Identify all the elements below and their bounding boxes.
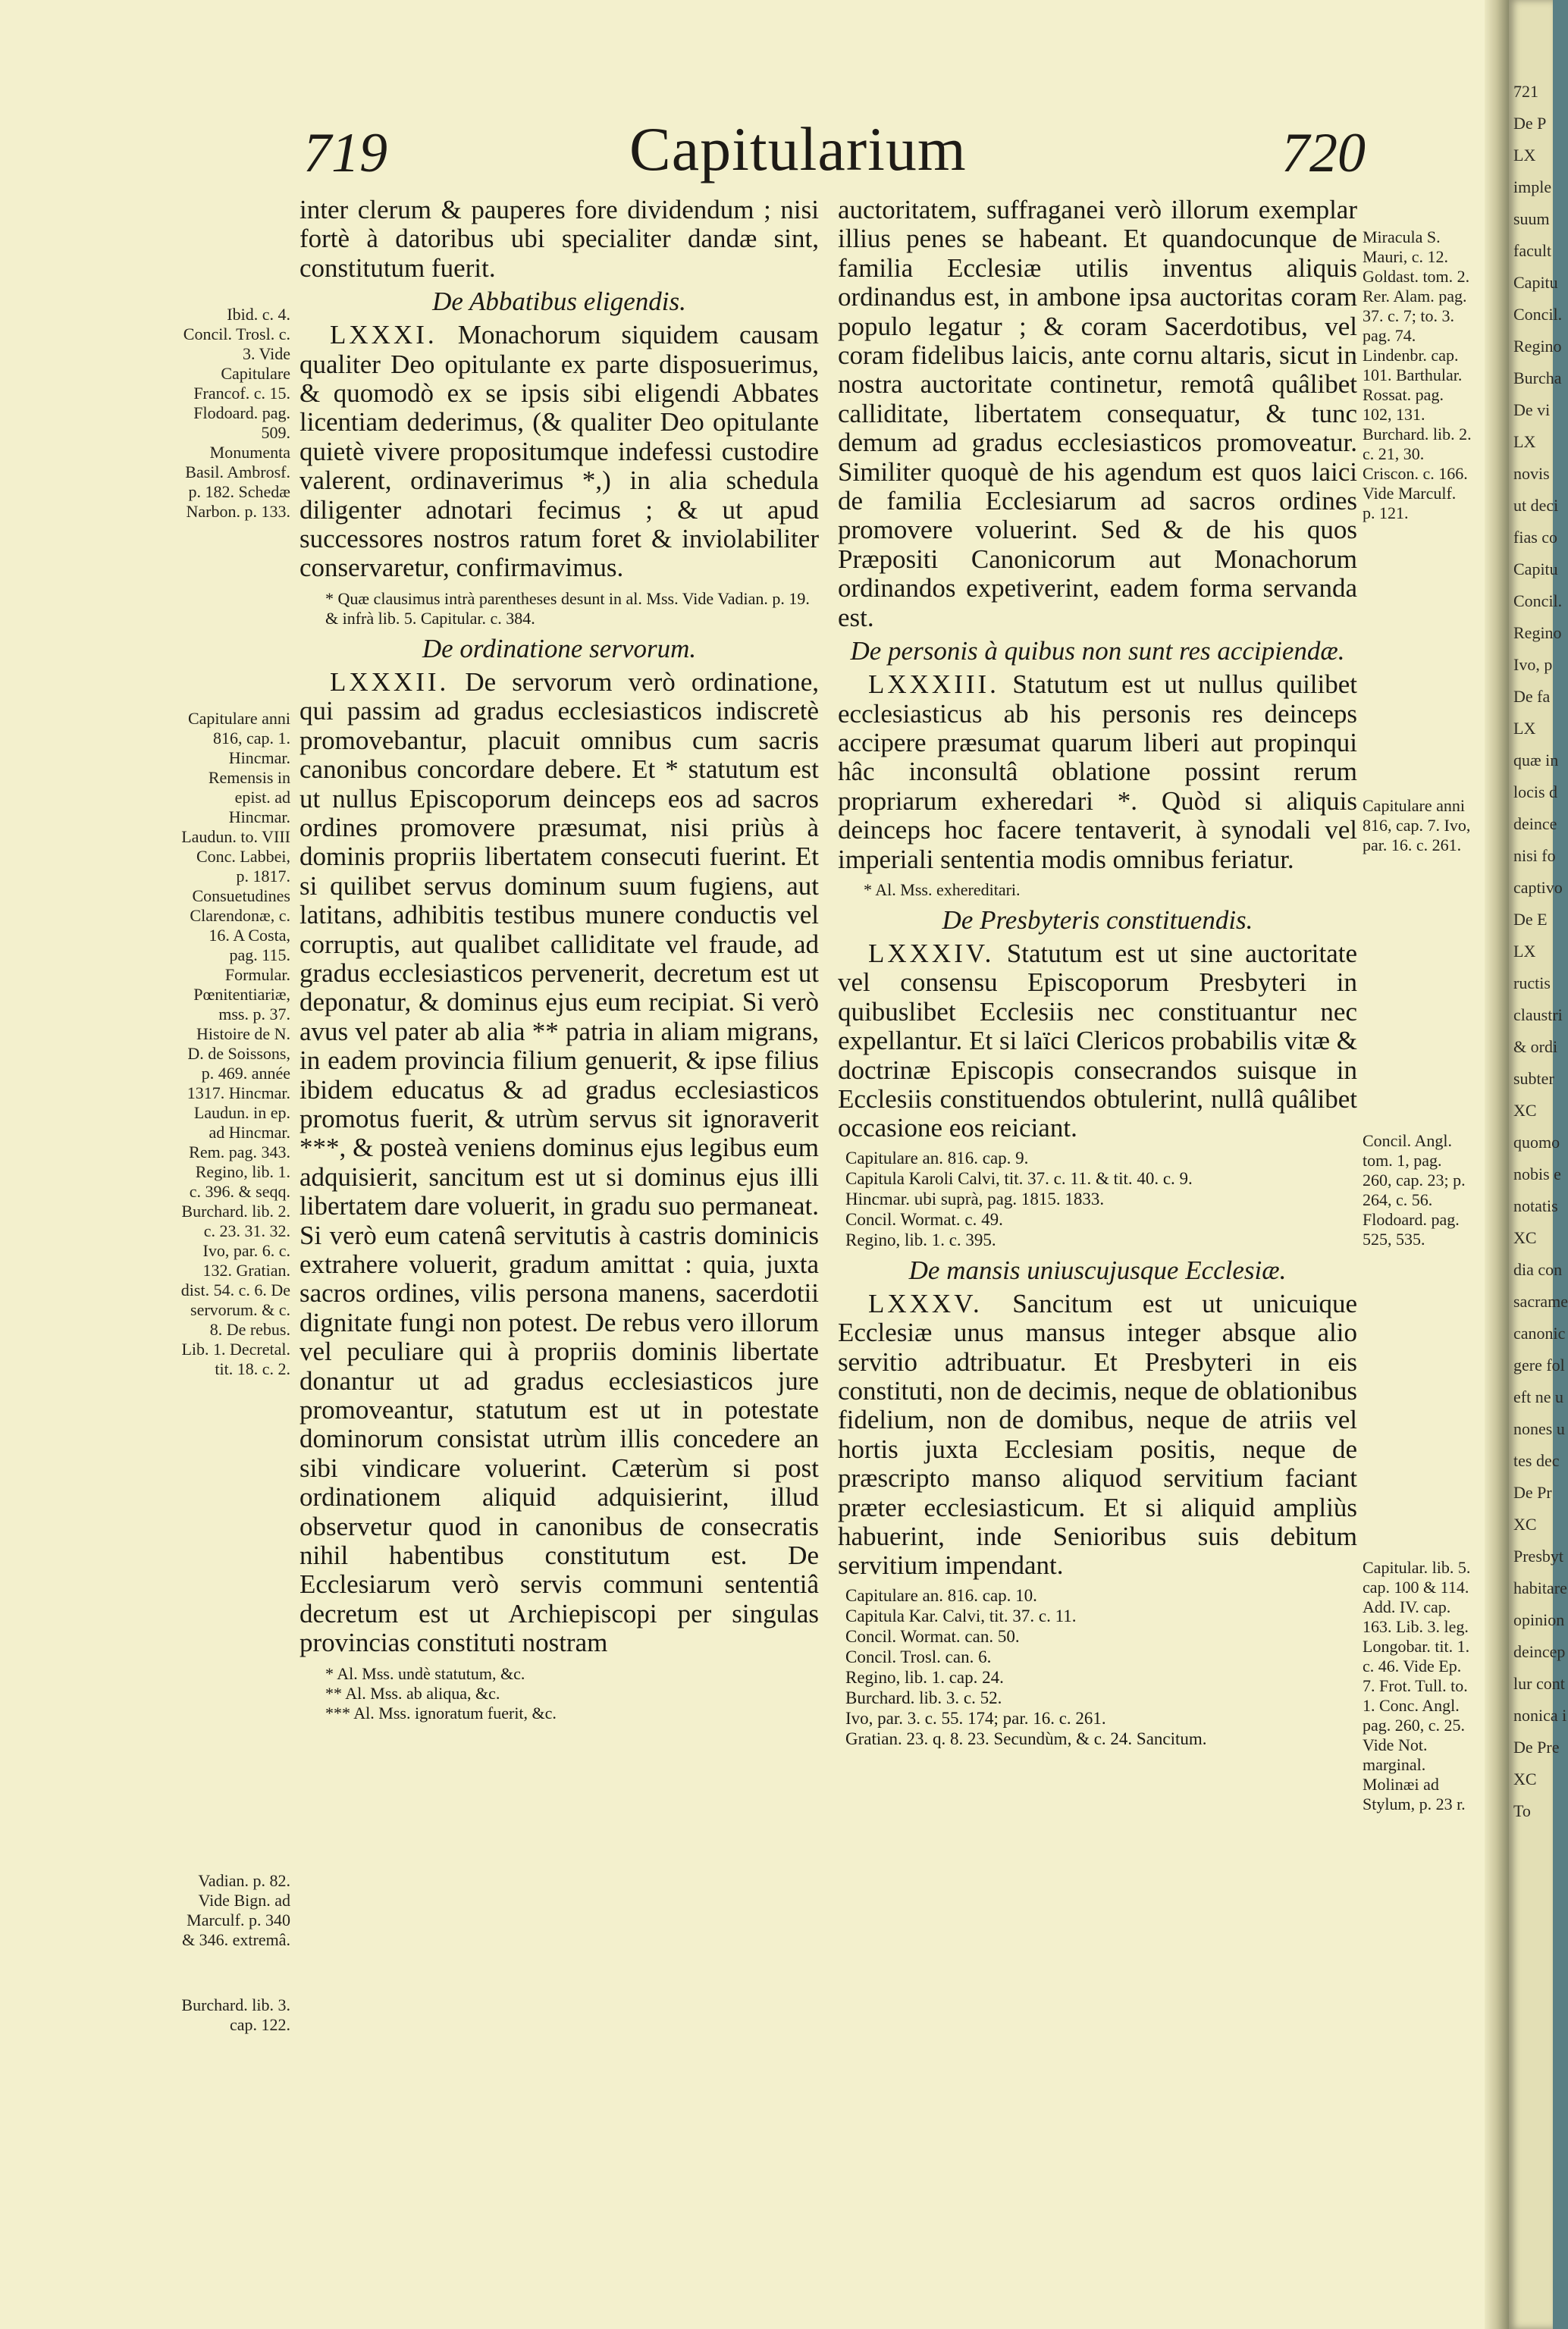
next-page-line: deincep — [1513, 1642, 1566, 1661]
right-opening-text: auctoritatem, suffraganei verò illorum exemplar illius penes se habeant. Et quandocunque de familia Ecclesiæ utilis inventus aliquis ordinandus est, in ambone ipsa auctoritas coram populo legatur ; & coram Sacerdotibus, vel coram fidelibus laicis, ante cornu altaris, sicut in nostra auctoritate continetur, remotâ quâlibet calliditate, libertatem consequatur, & tunc demum ad gradus ecclesiasticos promoveatur. Similiter quoquè de his agendum est quos laici de familia Ecclesiarum ad sacros ordines promovere voluerint. Sed & de his quos Præpositi Canonicorum aut Monachorum ordinandos expetiverint, eadem forma servanda est. — [838, 195, 1357, 632]
next-page-lines — [1513, 76, 1568, 1827]
next-page-line: De Pr — [1513, 1483, 1552, 1502]
chapter-82-text: De servorum verò ordinatione, qui passim ad gradus ecclesiasticos indiscretè promovebantur, placuit omnibus cum sacris canonibus concordare debere. Et * statutum est ut nullus Episcoporum deinceps eos ad sacros ordines promovere præsumat, nisi priùs à dominis propriis libertatem consecuti fuerint. Et si quilibet servus dominum suum fugiens, aut latitans, adhibitis testibus munere conductis vel corruptis, aut qualibet calliditate vel fraude, ad gradus ecclesiasticos pervenerit, decretum est ut deponatur, & dominus ejus eum recipiat. Si verò avus vel pater ab alia ** patria in aliam migrans, in eadem provincia filium genuerit, & ipse filius ibidem educatus & ad gradus ecclesiasticos promotus fuerit, & utrùm servus sit ignoraverit ***, & posteà veniens dominus ejus legibus eum adquisierit, sancitum est ut si dominus ejus illi libertatem dare voluerit, in gradu suo permaneat. Si verò eum catenâ servitutis à castris dominicis extrahere voluerit, gradum amittat : quia, juxta sacros ordines, vilis persona manens, sacerdotii dignitate fungi non potest. De rebus vero illorum vel peculiare qui à propriis dominis libertate donantur ut ad gradus ecclesiasticos jure promoveantur, statutum est ut in potestate dominorum consistat utrùm illis concedere an sibi vindicare voluerint. Cæterùm si post ordinationem aliquid adquisierint, illud observetur quod in canonibus de consecratis nihil habentibus constitutum est. De Ecclesiarum verò servis communi sententiâ decretum est ut Archiepiscopi per singulas provincias constituti nostram — [299, 666, 819, 1658]
next-page-line: nones u — [1513, 1419, 1565, 1438]
next-page-line: ructis — [1513, 973, 1551, 992]
reference-85-1: Capitulare an. 816. cap. 10. — [845, 1585, 1037, 1605]
next-page-line: De E — [1513, 910, 1548, 929]
footnote-83: * Al. Mss. exhereditari. — [864, 879, 1021, 899]
next-page-line: lur cont — [1513, 1674, 1565, 1693]
footnote-82-a: * Al. Mss. undè statutum, &c. — [325, 1663, 525, 1683]
next-page-line: quomo — [1513, 1133, 1560, 1152]
next-page-line: LX — [1513, 146, 1536, 165]
next-page-line: canonic — [1513, 1324, 1566, 1343]
next-page-line: XC — [1513, 1228, 1537, 1247]
chapter-85-text: Sancitum est ut unicuique Ecclesiæ unus mansus integer absque alio servitio adtribuatur. Et Presbyteri in eis constituti, non de decimis, neque de oblationibus fidelium, non de domibus, neque de atriis vel hortis juxta Ecclesiam positis, neque de præscripto manso aliquod servitium faciant præter ecclesiasticum. Et si aliquid ampliùs habuerint, inde Senioribus suis debitum servitium impendant. — [838, 1288, 1357, 1581]
footnote-82-b: ** Al. Mss. ab aliqua, &c. — [325, 1683, 500, 1703]
next-page-line: claustri — [1513, 1005, 1563, 1024]
next-page-line: suum — [1513, 209, 1550, 228]
chapter-82 — [299, 668, 819, 1658]
chapter-83-text: Statutum est ut nullus quilibet ecclesiasticus ab his personis res deinceps accipere præsumat quarum liberi aut propinqui hâc inconsultâ oblatione possint rerum propriarum exheredari *. Quòd si aliquis deinceps hoc facere tentaverit, à synodali vel imperiali sententia modis omnibus feriatur. — [838, 669, 1358, 874]
next-page-line: facult — [1513, 241, 1552, 260]
next-page-line: nobis e — [1513, 1164, 1561, 1183]
next-page-line: Concil. — [1513, 305, 1563, 324]
next-page-line: ut deci — [1513, 496, 1559, 515]
margin-note-right-3: Concil. Angl. tom. 1, pag. 260, cap. 23; p. 264, c. 56. Flodoard. pag. 525, 535. — [1363, 1131, 1466, 1249]
reference-85-4: Concil. Trosl. can. 6. — [845, 1647, 992, 1666]
margin-note-left-1: Ibid. c. 4. Concil. Trosl. c. 3. Vide Capitulare Francof. c. 15. Flodoard. pag. 509. Monumenta Basil. Ambrosf. p. 182. Schedæ Narbon. p. 133. — [183, 305, 290, 521]
next-page-line: LX — [1513, 432, 1536, 451]
left-column — [299, 196, 819, 1729]
reference-85-7: Ivo, par. 3. c. 55. 174; par. 16. c. 261. — [845, 1708, 1106, 1728]
next-page-line: fias co — [1513, 528, 1558, 547]
margin-note-right-1: Miracula S. Mauri, c. 12. Goldast. tom. 2. Rer. Alam. pag. 37. c. 7; to. 3. pag. 74. Lindenbr. cap. 101. Barthular. Rossat. pag. 102, 131. Burchard. lib. 2. c. 21, 30. Criscon. c. 166. Vide Marculf. p. 121. — [1363, 227, 1472, 522]
next-page-line: LX — [1513, 719, 1536, 738]
next-page-line: Burcha — [1513, 368, 1562, 387]
next-page-line: De P — [1513, 114, 1547, 133]
next-page-line: eft ne u — [1513, 1387, 1563, 1406]
next-page-line: De vi — [1513, 400, 1551, 419]
right-column — [838, 196, 1357, 1755]
reference-84-3: Hincmar. ubi suprà, pag. 1815. 1833. — [845, 1189, 1105, 1208]
next-page-line: nisi fo — [1513, 846, 1556, 865]
book-gutter — [1485, 0, 1509, 2329]
next-page-line: tes dec — [1513, 1451, 1560, 1470]
chapter-84-text: Statutum est ut sine auctoritate vel consensu Episcoporum Presbyteri in quibuslibet Ecclesiis nec constituantur nec expellantur. Et si laïci Clericos probabilis vitæ & doctrinæ Episcopis consecrandos suisque in Ecclesiis constituendos obtulerint, nullâ quâlibet occasione eos reiciant. — [838, 938, 1357, 1143]
next-page-line: locis d — [1513, 782, 1558, 801]
reference-84-1: Capitulare an. 816. cap. 9. — [845, 1148, 1029, 1168]
next-page-line: notatis — [1513, 1196, 1558, 1215]
next-page-edge — [1509, 0, 1568, 2329]
heading-personis: De personis à quibus non sunt res accipiendæ. — [850, 636, 1345, 666]
reference-85-3: Concil. Wormat. can. 50. — [845, 1626, 1020, 1646]
margin-note-right-4: Capitular. lib. 5. cap. 100 & 114. Add. IV. cap. 163. Lib. 3. leg. Longobar. tit. 1. c. 46. Vide Ep. 7. Frot. Tull. to. 1. Conc. Angl. pag. 260, c. 25. Vide Not. marginal. Molinæi ad Stylum, p. 23 r. — [1363, 1558, 1471, 1813]
chapter-84 — [838, 939, 1357, 1143]
chapter-81-number: LXXXI. — [330, 320, 437, 350]
chapter-85-number: LXXXV. — [868, 1288, 983, 1318]
chapter-81 — [299, 321, 819, 583]
reference-84-2: Capitula Karoli Calvi, tit. 37. c. 11. & tit. 40. c. 9. — [845, 1168, 1193, 1188]
next-page-line: sacrame — [1513, 1292, 1568, 1311]
next-page-line: opinion — [1513, 1610, 1565, 1629]
next-page-line: 721 — [1513, 82, 1538, 101]
chapter-82-number: LXXXII. — [330, 666, 450, 697]
footnote-82-c: *** Al. Mss. ignoratum fuerit, &c. — [325, 1703, 557, 1722]
reference-85-5: Regino, lib. 1. cap. 24. — [845, 1667, 1004, 1687]
next-page-line: novis — [1513, 464, 1550, 483]
next-page-line: Regino — [1513, 337, 1562, 356]
chapter-81-text: Monachorum siquidem causam qualiter Deo opitulante ex parte disposuerimus, & quomodò ex se ipsis sibi eligendi Abbates licentiam dederimus, (& qualiter Deo opitulante quietè vivere propositumque indefessi custodire valerent, ordinaverimus *,) in alia schedula diligenter adnotari fecimus ; & ut apud successores nostros ratum foret & inviolabiliter conservaretur, confirmavimus. — [299, 320, 819, 583]
margin-note-left-2: Capitulare anni 816, cap. 1. Hincmar. Remensis in epist. ad Hincmar. Laudun. to. VIII Conc. Labbei, p. 1817. Consuetudines Clarendonæ, c. 16. A Costa, pag. 115. Formular. Pœnitentiariæ, mss. p. 37. Histoire de N. D. de Soissons, p. 469. année 1317. Hincmar. Laudun. in ep. ad Hincmar. Rem. pag. 343. Regino, lib. 1. c. 396. & seqq. Burchard. lib. 2. c. 23. 31. 32. Ivo, par. 6. c. 132. Gratian. dist. 54. c. 6. De servorum. & c. 8. De rebus. Lib. 1. Decretal. tit. 18. c. 2. — [180, 709, 290, 1378]
next-page-line: De fa — [1513, 687, 1551, 706]
next-page-line: LX — [1513, 942, 1536, 961]
next-page-line: Ivo, p — [1513, 655, 1553, 674]
next-page-line: XC — [1513, 1769, 1537, 1788]
reference-84-4: Concil. Wormat. c. 49. — [845, 1209, 1003, 1229]
chapter-85 — [838, 1290, 1357, 1581]
next-page-line: Concil. — [1513, 591, 1563, 610]
heading-abbatibus: De Abbatibus eligendis. — [432, 287, 686, 317]
chapter-83 — [838, 670, 1357, 874]
next-page-line: deince — [1513, 814, 1557, 833]
heading-mansis: De mansis uniuscujusque Ecclesiæ. — [908, 1255, 1287, 1285]
footnote-81: * Quæ clausimus intrà parentheses desunt in al. Mss. Vide Vadian. p. 19. & infrà lib. 5. Capitular. c. 384. — [325, 588, 810, 628]
footnotes-82 — [325, 1664, 819, 1723]
chapter-84-number: LXXXIV. — [868, 938, 995, 968]
next-page-line: Capitu — [1513, 560, 1558, 578]
next-page-line: nonica i — [1513, 1706, 1567, 1725]
next-page-line: XC — [1513, 1515, 1537, 1534]
reference-85-8: Gratian. 23. q. 8. 23. Secundùm, & c. 24. Sancitum. — [845, 1729, 1207, 1748]
heading-presbyteris: De Presbyteris constituendis. — [942, 904, 1253, 935]
next-page-line: captivo — [1513, 878, 1563, 897]
next-page-line: Presbyt — [1513, 1547, 1563, 1566]
next-page-line: gere fol — [1513, 1356, 1565, 1375]
reference-85-2: Capitula Kar. Calvi, tit. 37. c. 11. — [845, 1606, 1077, 1625]
next-page-line: XC — [1513, 1101, 1537, 1120]
next-page-line: De Pre — [1513, 1738, 1560, 1757]
next-page-line: Regino — [1513, 623, 1562, 642]
left-opening-text: inter clerum & pauperes fore dividendum ; nisi fortè à datoribus ubi specialiter dandæ sint, constitutum fuerit. — [299, 195, 819, 283]
next-page-line: imple — [1513, 177, 1552, 196]
reference-84-5: Regino, lib. 1. c. 395. — [845, 1230, 996, 1249]
heading-ordinatione: De ordinatione servorum. — [422, 633, 697, 663]
references-84 — [845, 1148, 1357, 1250]
references-85 — [845, 1585, 1357, 1749]
next-page-line: dia con — [1513, 1260, 1563, 1279]
margin-note-left-4: Burchard. lib. 3. cap. 122. — [181, 1995, 290, 2034]
next-page-line: Capitu — [1513, 273, 1558, 292]
margin-note-left-3: Vadian. p. 82. Vide Bign. ad Marculf. p. 340 & 346. extremâ. — [182, 1871, 290, 1949]
chapter-83-number: LXXXIII. — [868, 669, 999, 700]
next-page-line: habitare — [1513, 1578, 1567, 1597]
next-page-line: subter — [1513, 1069, 1554, 1088]
running-title: Capitularium — [629, 114, 967, 183]
page-number-left: 719 — [303, 122, 387, 184]
next-page-line: quæ in — [1513, 751, 1559, 770]
next-page-line: To — [1513, 1801, 1531, 1820]
reference-85-6: Burchard. lib. 3. c. 52. — [845, 1688, 1002, 1707]
next-page-line: & ordi — [1513, 1037, 1558, 1056]
page-number-right: 720 — [1281, 122, 1366, 184]
margin-note-right-2: Capitulare anni 816, cap. 7. Ivo, par. 16. c. 261. — [1363, 796, 1471, 854]
